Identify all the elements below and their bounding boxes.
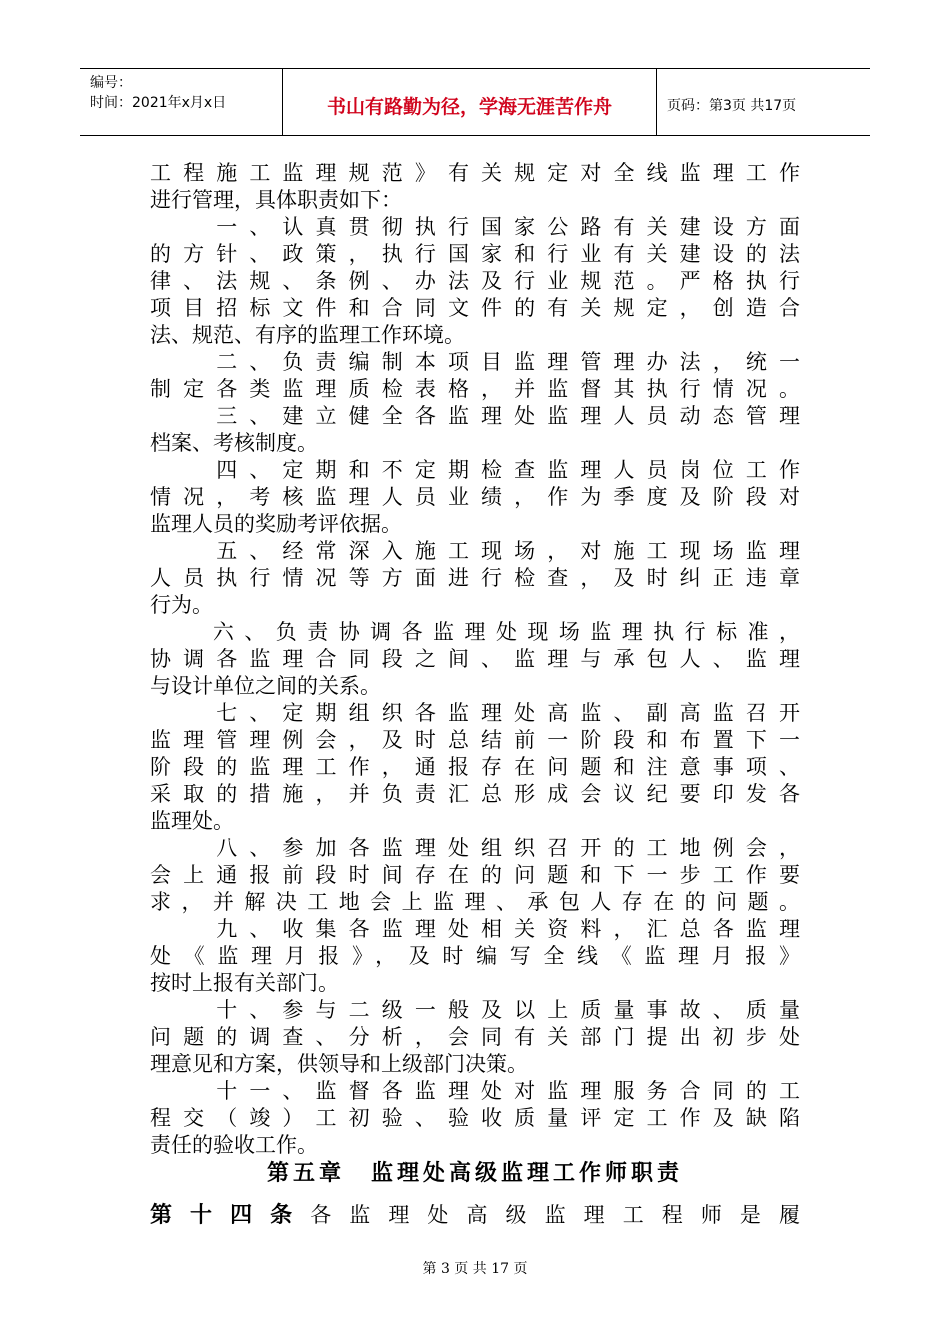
article-text: 各监理处高级监理工程师是履 bbox=[310, 1203, 800, 1227]
text-line: 制定各类监理质检表格，并监督其执行情况。 bbox=[150, 377, 800, 401]
text-line: 行为。 bbox=[150, 593, 213, 617]
text-line: 监理人员的奖励考评依据。 bbox=[150, 512, 402, 536]
text-line: 四、定期和不定期检查监理人员岗位工作 bbox=[150, 458, 800, 482]
text-line: 阶段的监理工作，通报存在问题和注意事项、 bbox=[150, 755, 800, 779]
text-line: 人员执行情况等方面进行检查，及时纠正违章 bbox=[150, 566, 800, 590]
text-line: 十一、监督各监理处对监理服务合同的工 bbox=[150, 1079, 800, 1103]
text-line: 协调各监理合同段之间、监理与承包人、监理 bbox=[150, 647, 800, 671]
article-label: 第十四条 bbox=[150, 1202, 311, 1228]
page-footer: 第 3 页 共 17 页 bbox=[422, 1261, 528, 1277]
text-line: 问题的调查、分析，会同有关部门提出初步处 bbox=[150, 1025, 800, 1049]
text-line: 理意见和方案，供领导和上级部门决策。 bbox=[150, 1052, 528, 1076]
text-line: 三、建立健全各监理处监理人员动态管理 bbox=[150, 404, 800, 428]
text-line: 二、负责编制本项目监理管理办法，统一 bbox=[150, 350, 800, 374]
document-time: 时间：2021年x月x日 bbox=[90, 95, 227, 111]
text-line: 的方针、政策，执行国家和行业有关建设的法 bbox=[150, 242, 800, 266]
text-line: 责任的验收工作。 bbox=[150, 1133, 318, 1157]
page-header bbox=[80, 68, 870, 136]
body-text bbox=[150, 160, 800, 1159]
text-line: 进行管理，具体职责如下： bbox=[150, 188, 402, 212]
text-line: 情况，考核监理人员业绩，作为季度及阶段对 bbox=[150, 485, 800, 509]
text-line: 处《监理月报》，及时编写全线《监理月报》 bbox=[150, 944, 800, 968]
text-line: 五、经常深入施工现场，对施工现场监理 bbox=[150, 539, 800, 563]
text-line: 监理管理例会，及时总结前一阶段和布置下一 bbox=[150, 728, 800, 752]
text-line: 求，并解决工地会上监理、承包人存在的问题。 bbox=[150, 890, 800, 914]
document-number: 编号： bbox=[90, 75, 132, 91]
header-motto: 书山有路勤为径，学海无涯苦作舟 bbox=[283, 69, 657, 135]
chapter-heading: 第五章 监理处高级监理工作师职责 bbox=[266, 1160, 683, 1186]
text-line: 程交（竣）工初验、验收质量评定工作及缺陷 bbox=[150, 1106, 800, 1130]
header-page-info: 页码：第3页 共17页 bbox=[667, 98, 797, 114]
text-line: 工程施工监理规范》有关规定对全线监理工作 bbox=[150, 161, 800, 185]
text-line: 十、参与二级一般及以上质量事故、质量 bbox=[150, 998, 800, 1022]
text-line: 九、收集各监理处相关资料，汇总各监理 bbox=[150, 917, 800, 941]
document-meta bbox=[80, 69, 283, 135]
text-line: 八、参加各监理处组织召开的工地例会， bbox=[150, 836, 800, 860]
text-line: 律、法规、条例、办法及行业规范。严格执行 bbox=[150, 269, 800, 293]
text-line: 按时上报有关部门。 bbox=[150, 971, 339, 995]
text-line: 六、负责协调各监理处现场监理执行标准， bbox=[150, 620, 800, 644]
text-line: 与设计单位之间的关系。 bbox=[150, 674, 381, 698]
text-line: 七、定期组织各监理处高监、副高监召开 bbox=[150, 701, 800, 725]
article-heading bbox=[150, 1202, 800, 1229]
text-line: 法、规范、有序的监理工作环境。 bbox=[150, 323, 465, 347]
text-line: 档案、考核制度。 bbox=[150, 431, 318, 455]
text-line: 会上通报前段时间存在的问题和下一步工作要 bbox=[150, 863, 800, 887]
text-line: 采取的措施，并负责汇总形成会议纪要印发各 bbox=[150, 782, 800, 806]
text-line: 一、认真贯彻执行国家公路有关建设方面 bbox=[150, 215, 800, 239]
text-line: 项目招标文件和合同文件的有关规定，创造合 bbox=[150, 296, 800, 320]
text-line: 监理处。 bbox=[150, 809, 234, 833]
